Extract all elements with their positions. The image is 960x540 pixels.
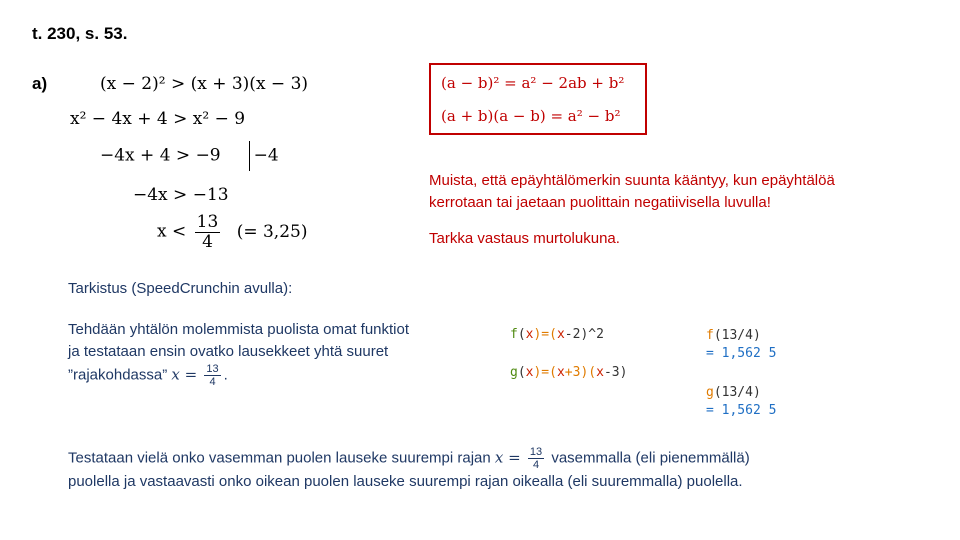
check-p1-line-3: [68, 363, 409, 388]
exact-answer-note: Tarkka vastaus murtolukuna.: [429, 230, 620, 247]
solution-fraction-num: 13: [196, 212, 219, 232]
sc-f-rest: -2)^2: [564, 327, 604, 342]
identity-2: (a + b)(a − b) = a² − b²: [441, 107, 621, 125]
sc-gcall-name: g: [706, 385, 714, 400]
sc-gcall-lp: (: [713, 385, 722, 400]
identity-1: (a − b)² = a² − 2ab + b²: [441, 74, 625, 92]
check-p1-line-2: ja testataan ensin ovatko lausekkeet yhtä suuret: [68, 343, 389, 360]
sc-g-lp: (: [517, 365, 526, 380]
check-p2-line-2: puolella ja vastaavasti onko oikean puolen lauseke suurempi rajan oikealla (eli suuremmalla) puolella.: [68, 473, 743, 491]
check-p1-period: .: [223, 366, 228, 384]
speedcrunch-f-call: [706, 328, 761, 343]
check-p1-math: x =: [171, 365, 198, 384]
speedcrunch-g-call: [706, 385, 761, 400]
solution-approx: (= 3,25): [236, 221, 308, 242]
remember-line-2: kerrotaan tai jaetaan puolittain negatiivisella luvulla!: [429, 194, 771, 211]
check-p2-line-1: [68, 446, 750, 471]
check-p1-line-3-text: ”rajakohdassa”: [68, 366, 168, 384]
sc-g-mid2: +3)(: [564, 365, 597, 380]
solution-lhs: x <: [157, 221, 187, 242]
sc-fcall-arg: 13/4: [721, 328, 753, 343]
sc-g-var2: x: [556, 365, 565, 380]
check-p2-line-1a: Testataan vielä onko vasemman puolen lauseke suurempi rajan: [68, 449, 491, 467]
check-title: Tarkistus (SpeedCrunchin avulla):: [68, 280, 293, 297]
sc-gcall-arg: 13/4: [721, 385, 753, 400]
check-p2-math: x =: [494, 448, 521, 467]
part-a-label: a): [32, 74, 48, 93]
sc-gcall-rp: ): [752, 385, 761, 400]
sc-f-name: f: [510, 327, 518, 342]
speedcrunch-f-definition: [510, 327, 604, 342]
sc-g-var3: x: [596, 365, 604, 380]
remember-note: [429, 170, 835, 214]
sc-f-lp: (: [517, 327, 526, 342]
check-p1-line-1: Tehdään yhtälön molemmista puolista omat funktiot: [68, 321, 410, 338]
inequality-line-3: [100, 141, 279, 171]
operation-label: −4: [253, 145, 279, 166]
sc-fcall-rp: ): [752, 328, 761, 343]
speedcrunch-f-result: = 1,562 5: [706, 346, 777, 361]
sc-fcall-name: f: [706, 328, 714, 343]
speedcrunch-g-result: = 1,562 5: [706, 403, 777, 418]
sc-g-var: x: [525, 365, 534, 380]
inequality-line-3-expr: −4x + 4 > −9: [100, 145, 221, 166]
remember-line-1: Muista, että epäyhtälömerkin suunta kääntyy, kun epäyhtälöä: [429, 172, 835, 189]
sc-g-name: g: [510, 365, 518, 380]
check-p2-fraction: [528, 446, 544, 471]
sc-f-var: x: [525, 327, 534, 342]
inequality-line-4: −4x > −13: [133, 185, 229, 205]
inequality-line-2: x² − 4x + 4 > x² − 9: [70, 109, 246, 129]
solution-fraction: [195, 213, 221, 251]
check-paragraph-2: [68, 446, 750, 493]
check-paragraph-1: [68, 319, 409, 388]
sc-f-rp: )=(: [533, 327, 557, 342]
inequality-line-5: [157, 213, 307, 251]
sc-g-rest: -3): [603, 365, 628, 380]
page-title: t. 230, s. 53.: [32, 24, 128, 43]
check-p1-frac-den: 4: [209, 376, 216, 389]
check-p2-frac-den: 4: [532, 459, 540, 472]
inequality-line-1: (x − 2)² > (x + 3)(x − 3): [100, 74, 309, 94]
sc-g-mid: )=(: [533, 365, 557, 380]
check-p1-fraction: [204, 363, 220, 388]
speedcrunch-g-definition: [510, 365, 627, 380]
check-p2-line-1b: vasemmalla (eli pienemmällä): [551, 449, 750, 467]
check-p1-frac-num: 13: [206, 363, 219, 375]
sc-fcall-lp: (: [713, 328, 722, 343]
operation-bar: [249, 141, 250, 171]
check-p2-frac-num: 13: [529, 446, 543, 458]
sc-f-var2: x: [556, 327, 565, 342]
solution-fraction-den: 4: [202, 231, 213, 252]
